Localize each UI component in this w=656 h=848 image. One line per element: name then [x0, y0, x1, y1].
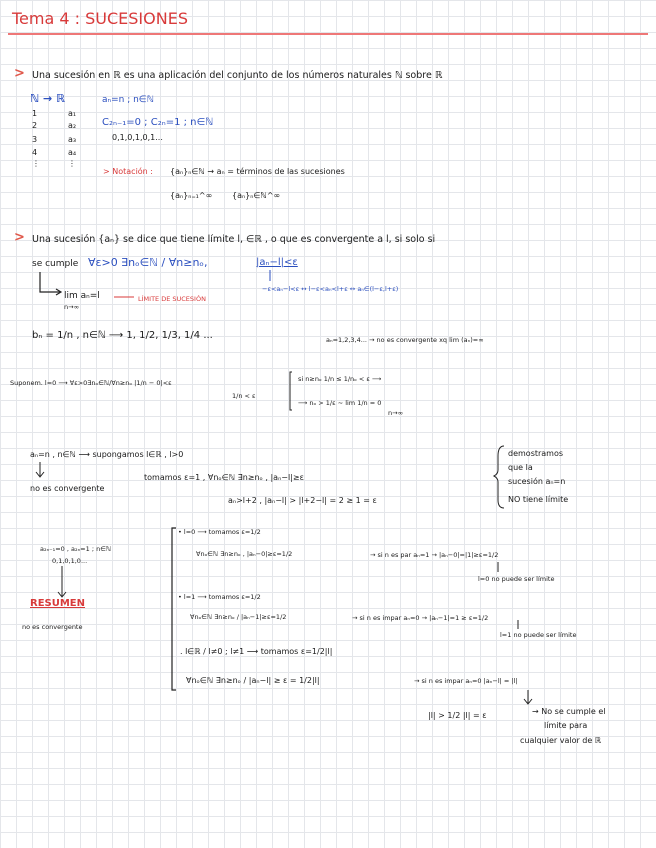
- case-l1-head: • l=1 ⟶ tomamos ε=1/2: [178, 593, 261, 601]
- bn-sequence: bₙ = 1/n , n∈ℕ ⟶ 1, 1/2, 1/3, 1/4 ...: [32, 330, 213, 341]
- page-title: Tema 4 : SUCESIONES: [12, 9, 188, 28]
- case-l1-conclusion: l=1 no puede ser límite: [500, 631, 577, 639]
- an-equals-n: aₙ=n , n∈ℕ ⟶ supongamos l∈ℝ , l>0: [30, 450, 184, 459]
- map-n-4: 4: [32, 148, 38, 157]
- box-line-1: demostramos: [508, 449, 564, 458]
- notation-text: {aₙ}ₙ∈ℕ → aₙ = términos de las sucesiones: [170, 167, 345, 176]
- final-conclusion-3: cualquier valor de ℝ: [520, 736, 602, 745]
- abs-condition: |aₙ−l|<ε: [256, 257, 298, 268]
- definition-sucesion: Una sucesión en ℝ es una aplicación del conjunto de los números naturales ℕ sobre ℝ: [32, 70, 443, 81]
- box-line-3: sucesión aₙ=n: [508, 477, 566, 486]
- an-not-convergent-note: aₙ=1,2,3,4... → no es convergente xq lim (aₙ)=∞: [326, 336, 484, 344]
- definition-limite: Una sucesión {aₙ} se dice que tiene límite l, ∈ℝ , o que es convergente a l, si solo si: [32, 234, 436, 245]
- map-heading: ℕ → ℝ: [30, 92, 65, 105]
- case-general-line: ∀nₒ∈ℕ ∃n≥nₒ / |aₙ−l| ≥ ε = 1/2|l|: [186, 676, 320, 685]
- bullet-chevron: >: [14, 66, 25, 81]
- case-l1-note: → si n es impar aₙ=0 → |aₙ−1|=1 ≥ ε=1/2: [352, 614, 489, 622]
- proof-lim-sub: n→∞: [388, 409, 403, 417]
- limit-condition: ∀ε>0 ∃nₒ∈ℕ / ∀n≥nₒ,: [88, 256, 208, 269]
- map-n-1: 1: [32, 109, 38, 118]
- bracket-icon: [290, 372, 292, 410]
- case-l1-line: ∀nₒ∈ℕ ∃n≥nₒ / |aₙ−1|≥ε=1/2: [190, 613, 287, 621]
- case-general-ineq: |l| > 1/2 |l| = ε: [428, 711, 487, 720]
- final-conclusion-2: límite para: [544, 721, 588, 730]
- proof-step-1: si n≥nₒ 1/n ≤ 1/nₒ < ε ⟶: [298, 375, 382, 383]
- se-cumple: se cumple: [32, 259, 79, 269]
- proof-step-2: ⟶ nₒ > 1/ε ∼ lim 1/n = 0: [298, 399, 382, 407]
- map-a-2: a₂: [68, 121, 77, 130]
- map-n-2: 2: [32, 121, 38, 130]
- alternating-seq: a₂ₙ₋₁=0 , a₂ₙ=1 ; n∈ℕ: [40, 545, 112, 553]
- alternating-seq-values: 0,1,0,1,0...: [52, 557, 88, 565]
- suppose-l-zero: Suponem. l=0 ⟶ ∀ε>0∃nₒ∈ℕ/∀n≥nₒ |1/n − 0|<ε: [10, 379, 172, 387]
- map-a-1: a₁: [68, 109, 77, 118]
- case-l0-head: • l=0 ⟶ tomamos ε=1/2: [178, 528, 261, 536]
- limit-sub: n→∞: [64, 303, 79, 311]
- brace-icon: [494, 446, 504, 508]
- resumen-text: no es convergente: [22, 623, 83, 631]
- bracket-icon: [172, 528, 176, 690]
- down-arrow-icon: [524, 690, 532, 704]
- box-line-2: que la: [508, 463, 533, 472]
- map-a-3: a₃: [68, 135, 77, 144]
- down-arrow-icon: [58, 566, 66, 597]
- final-conclusion-1: → No se cumple el: [532, 707, 606, 716]
- example-cn: C₂ₙ₋₁=0 ; C₂ₙ=1 ; n∈ℕ: [102, 117, 214, 128]
- one-over-n-lt-eps: 1/n < ε: [232, 392, 256, 400]
- epsilon-interval: −ε<aₙ−l<ε ↔ l−ε<aₙ<l+ε ↔ aₙ∈(l−ε,l+ε): [262, 285, 399, 293]
- inequality: aₙ>l+2 , |aₙ−l| > |l+2−l| = 2 ≥ 1 = ε: [228, 496, 377, 505]
- tomamos-epsilon-1: tomamos ε=1 , ∀nₒ∈ℕ ∃n≥nₒ , |aₙ−l|≥ε: [144, 473, 304, 482]
- case-general-head: . l∈ℝ / l≠0 ; l≠1 ⟶ tomamos ε=1/2|l|: [180, 647, 333, 656]
- limite-de-sucesion-label: LÍMITE DE SUCESIÓN: [138, 295, 206, 303]
- example-an-n: aₙ=n ; n∈ℕ: [102, 95, 154, 105]
- box-line-4: NO tiene límite: [508, 495, 569, 504]
- case-l0-note: → si n es par aₙ=1 → |aₙ−0|=|1|≥ε=1/2: [370, 551, 499, 559]
- map-n-3: 3: [32, 135, 38, 144]
- case-general-note: → si n es impar aₙ=0 |aₙ−l| = |l|: [414, 677, 518, 685]
- no-es-convergente: no es convergente: [30, 484, 105, 493]
- notation-label: > Notación :: [103, 167, 153, 176]
- case-l0-line: ∀nₒ∈ℕ ∃n≥nₒ , |aₙ−0|≥ε=1/2: [196, 550, 293, 558]
- notation-alt-2: {aₙ}ₙ∈ℕ^∞: [232, 191, 281, 200]
- resumen-heading: RESUMEN: [30, 598, 86, 609]
- map-a-5: ⋮: [68, 159, 76, 168]
- case-l0-conclusion: l=0 no puede ser límite: [478, 575, 555, 583]
- example-cn-values: 0,1,0,1,0,1...: [112, 133, 163, 142]
- map-a-4: a₄: [68, 148, 77, 157]
- notation-alt-1: {aₙ}ₙ₌₁^∞: [170, 191, 213, 200]
- bullet-chevron: >: [14, 230, 25, 245]
- map-n-5: ⋮: [32, 159, 40, 168]
- down-arrow-icon: [36, 462, 44, 477]
- limit-notation: lim aₙ=l: [64, 291, 100, 301]
